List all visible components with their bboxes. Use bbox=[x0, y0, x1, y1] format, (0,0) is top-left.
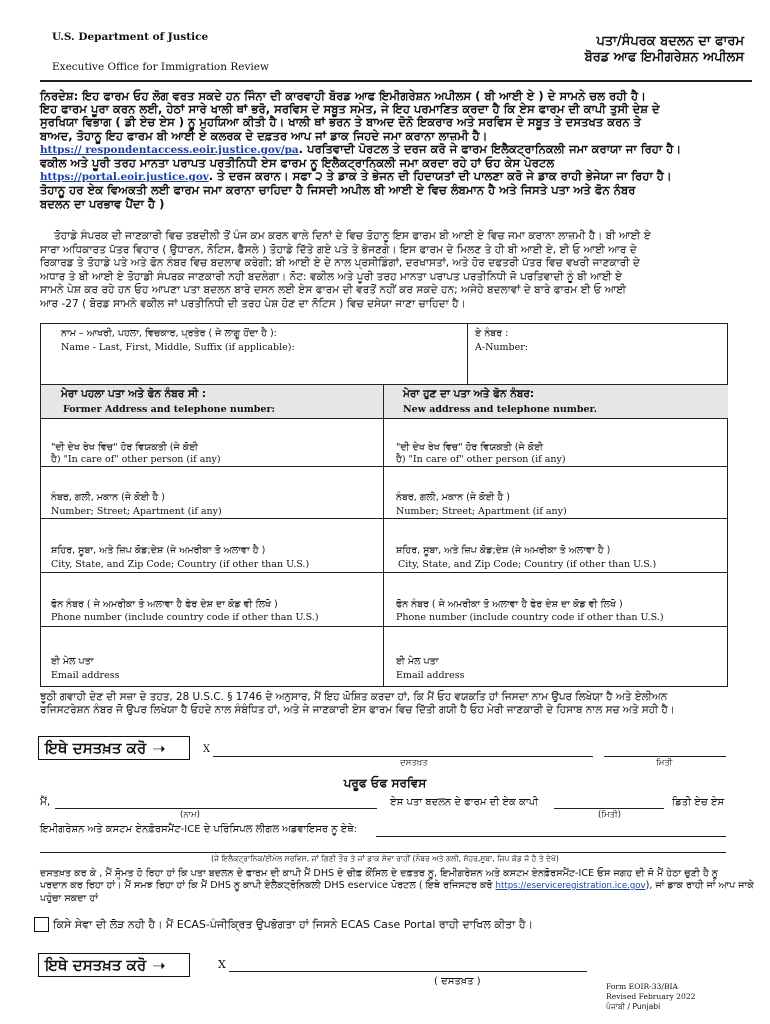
instructions-line: ਬਦਲਨ ਦਾ ਪਰਭਾਵ ਪੈਂਦਾ ਹੈ ) bbox=[40, 196, 165, 211]
instructions-line: ਵਕੀਲ ਅਤੇ ਪੂਰੀ ਤਰਹ ਮਾਨਤਾ ਪਰਾਪਤ ਪਰਤੀਨਿਧੀ ਏਸ ਫਾਰਮ ਨੂ ਇਲੈਕਟ੍ਰਾਨਿਕਲੀ ਜਮਾ ਕਰਦਾ ਰਹੇ ਹਾਂ ਓਹ ਕੇਸ ਪੋਰਟਲ bbox=[40, 156, 555, 171]
phone-new-label-en: Phone number (include country code if other than U.S.) bbox=[396, 612, 664, 623]
email-former-label-pa: ਈ ਮੇਲ ਪਤਾ bbox=[51, 656, 94, 667]
eservice-registration-link[interactable]: https://eserviceregistration.ice.gov bbox=[495, 880, 646, 891]
form-title-line2: ਬੋਰਡ ਆਫ ਇਮੀਗਰੇਸ਼ਨ ਅਪੀਲਸ bbox=[584, 50, 744, 65]
sign-here-button-service[interactable]: ਇਥੇ ਦਸਤਖ਼ਤ ਕਰੋ ➝ bbox=[38, 953, 190, 977]
instructions-line: https:// respondentaccess.eoir.justice.gov/pa. ਪਰਤਿਵਾਦੀ ਪੋਰਟਲ ਤੇ ਦਰਜ ਕਰੋ ਜੇ ਫਾਰਮ ਇਲੈਕਟ੍ਰਾਨਿਕਲੀ ਜਮਾ ਕਰਾਯਾ ਜਾ ਰਿਹਾ ਹੈ। bbox=[40, 141, 682, 156]
careof-new-label-pa: "ਦੀ ਦੇਖ ਰੇਖ ਵਿਚ" ਹੋਰ ਵਿਯਕਤੀ (ਜੇ ਕੋਈ bbox=[396, 442, 543, 453]
form-title-line1: ਪਤਾ/ਸੰਪਰਕ ਬਦਲਨ ਦਾ ਫਾਰਮ bbox=[596, 34, 744, 49]
ice-address-note: (ਜੇ ਇਲੈਕਟ੍ਰਾਨਿਕ/ਈਮੇਲ ਸਰਵਿਸ, ਜਾਂ ਗਿਣੀ ਤੌਰ ਤੇ ਜਾਂ ਡਾਕ ਸੇਵਾ ਰਾਹੀਂ (ਨੰਬਰ ਅਤੇ ਗਲੀ, ਸ਼ੋਹਰ,ਸੂਬਾ, ਜ਼ਿਪ ਕੋਡ ਜੋ ਹੈ ਤੇ ਦੇਖੋ) bbox=[211, 854, 559, 863]
form-footer bbox=[606, 982, 696, 1012]
service-signature-label: ( ਦਸਤਖ਼ਤ ) bbox=[434, 976, 481, 987]
street-new-label-pa: ਨੰਬਰ, ਗਲੀ, ਮਕਾਨ (ਜੇ ਕੋਈ ਹੈ ) bbox=[396, 492, 510, 503]
name-caption: (ਨਾਮ) bbox=[180, 810, 200, 820]
email-new-label-en: Email address bbox=[396, 670, 465, 681]
anumber-label-pa: ਏ ਨੰਬਰ : bbox=[475, 328, 509, 339]
signature-input[interactable] bbox=[213, 744, 593, 756]
arrow-right-icon: ➝ bbox=[152, 955, 166, 975]
signature-x: X bbox=[203, 744, 211, 755]
date-label: ਮਿਤੀ bbox=[656, 758, 673, 768]
anumber-input[interactable] bbox=[475, 356, 721, 382]
name-label-pa: ਨਾਮ – ਆਖਰੀ, ਪਹਲਾ, ਵਿਚਕਾਰ, ਪ੍ਰਤੇਰ ( ਜੇ ਲਾਗੂ ਹੋਂਦਾ ਹੈ ): bbox=[61, 328, 277, 339]
instructions-line: ਸੁਰਖਿਯਾ ਵਿਭਾਗ ( ਡੀ ਏਚ ਏਸ ) ਨੂ ਮੁਹਯਿਆ ਕੀਤੀ ਹੈ। ਖਾਲੀ ਥਾਂ ਭਰਨ ਤੇ ਬਾਅਦ ਦੋਨੋ ਇਕਰਾਰ ਅਤੇ ਸਰਵਿਸ ਦੇ ਸਬੂਤ ਤੇ ਦਸਤਖਤ ਕਰਨ ਤੇ bbox=[40, 115, 642, 130]
city-new-label-en: City, State, and Zip Code; Country (if other than U.S.) bbox=[398, 559, 657, 570]
notice-line: ਸਾਰਾ ਅਧਿਕਾਰਤ ਪੱਤਰ ਵਿਹਾਰ ( ਉਧਾਰਨ, ਨੋਟਿਸ, ਫੈਸਲੇ ) ਤੋਹਾਡੇ ਦਿੱਤੇ ਗਏ ਪਤੇ ਤੇ ਭੇਜਣਗੇ। ਇਸ ਫਾਰਮ ਦੇ ਮਿਲਣ ਤੇ ਹੀ ਬੀ ਆਈ ਏ, ਈ ਓ ਆਈ ਆਰ ਦੇ bbox=[40, 243, 637, 256]
revision-date: Revised February 2022 bbox=[606, 992, 696, 1001]
respondent-portal-link[interactable]: https:// respondentaccess.eoir.justice.gov/pa bbox=[40, 143, 299, 156]
form-number: Form EOIR-33/BIA bbox=[606, 982, 679, 991]
city-former-label-en: City, State, and Zip Code; Country (if other than U.S.) bbox=[51, 559, 310, 570]
proof-of-service-title: ਪਰੂਫ ਓਫ ਸਰਵਿਸ bbox=[343, 776, 427, 790]
date-caption: (ਮਿਤੀ) bbox=[598, 810, 621, 820]
anumber-label-en: A-Number: bbox=[475, 342, 528, 353]
notice-line: ਆਰ -27 ( ਬੋਰਡ ਸਾਮਨੇ ਵਕੀਲ ਜਾਂ ਪਰਤੀਨਿਧੀ ਦੀ ਤਰਹ ਪੇਸ਼ ਹੋਣ ਦਾ ਨੋਟਿਸ ) ਵਿਚ ਦਸੇਯਾ ਜਾਣਾ ਚਾਹਿਦਾ ਹੈ। bbox=[40, 297, 466, 310]
ice-address-input-line2[interactable] bbox=[40, 840, 726, 852]
language-label: ਪੰਜਾਬੀ / Punjabi bbox=[606, 1002, 661, 1011]
name-label-en: Name - Last, First, Middle, Suffix (if applicable): bbox=[61, 342, 295, 353]
instructions-line: ਇਹ ਫਾਰਮ ਪੂਰਾ ਕਰਨ ਲਈ, ਹੇਠਾਂ ਸਾਰੇ ਖਾਲੀ ਥਾਂ ਭਰੋ, ਸਰਵਿਸ ਦੇ ਸਬੂਤ ਸਮੇਤ, ਜੇ ਇਹ ਪਰਮਾਣਿਤ ਕਰਦਾ ਹੈ ਕਿ ਏਸ ਫਾਰਮ ਦੀ ਕਾਪੀ ਤੁਸੀ ਦੇਸ਼ ਦੇ bbox=[40, 102, 660, 117]
new-address-label-pa: ਮੇਰਾ ਹੁਣ ਦਾ ਪਤਾ ਅਤੇ ਫੋਨ ਨੰਬਰ: bbox=[403, 388, 535, 400]
service-dhs-text: ਡਿਤੀ ਏਚ ਏਸ bbox=[672, 797, 725, 808]
phone-former-label-en: Phone number (include country code if other than U.S.) bbox=[51, 612, 319, 623]
signature-date-input[interactable] bbox=[604, 744, 726, 756]
instructions-line: ਬਾਅਦ, ਤੋਹਾਨੂ ਇਹ ਫਾਰਮ ਬੀ ਆਈ ਏ ਕਲਰਕ ਦੇ ਦਫ਼ਤਰ ਆਪ ਜਾਂ ਡਾਕ ਜਿਹਦੇ ਜਮਾ ਕਰਾਨਾ ਲਾਜ਼ਮੀ ਹੈ। bbox=[40, 128, 488, 143]
service-copy-text: ਏਸ ਪਤਾ ਬਦਲਨ ਦੇ ਫਾਰਮ ਦੀ ਏਕ ਕਾਪੀ bbox=[390, 797, 539, 808]
notice-block bbox=[40, 230, 755, 311]
street-former-label-en: Number; Street; Apartment (if any) bbox=[51, 506, 222, 517]
consent-line: ਦਸਤਖ਼ਤ ਕਰ ਕੇ , ਮੈਂ ਸੋਹ੍ਮਤ ਹੋ ਰਿਹਾ ਹਾਂ ਕਿ ਪਤਾ ਬਦਲਨ ਦੇ ਫਾਰਮ ਦੀ ਕਾਪੀ ਮੈਂ DHS ਦੇ ਚੀਫ਼ ਕੌਂਸਿਲ ਦੇ ਦਫ਼ਤਰ ਨੂ, ਇਮੀਗਰੇਸ਼ਨ ਅਤੇ ਕਸਟਮ ਏਨਫ਼ੋਰਸਮੈਂਟ-ICE ਓਸ ਜਗਹ ਦੀ ਜੋ ਮੈਂ ਹੇਠਾ ਚੁਣੀ ਹੈ ਨੂ bbox=[40, 868, 718, 879]
notice-line: ਅਧਾਰ ਤੇ ਬੀ ਆਈ ਏ ਤੋਹਾਡੀ ਸੰਪਰਕ ਜਾਣਕਾਰੀ ਨਹੀ ਬਦਲੇਗਾ। ਨੋਟ: ਵਕੀਲ ਅਤੇ ਪੂਰੀ ਤਰਹ ਮਾਨਤਾ ਪਰਾਪਤ ਪਰਤੀਨਿਧੀ ਜੋ ਪਰਤਿਵਾਦੀ ਨੂੰ ਬੀ ਆਈ ਏ bbox=[40, 270, 623, 283]
careof-former-label-en: ਹੈ) "In care of" other person (if any) bbox=[51, 454, 221, 465]
email-new-label-pa: ਈ ਮੇਲ ਪਤਾ bbox=[396, 656, 439, 667]
server-name-input[interactable] bbox=[55, 796, 377, 808]
service-consent-block bbox=[40, 868, 760, 904]
service-date-input[interactable] bbox=[554, 796, 664, 808]
sign-here-button[interactable]: ਇਥੇ ਦਸਤਖ਼ਤ ਕਰੋ ➝ bbox=[38, 736, 190, 760]
header-divider bbox=[40, 80, 752, 82]
address-form-grid bbox=[40, 323, 728, 687]
perjury-line: ਝੂਠੀ ਗਵਾਹੀ ਦੇਣ ਦੀ ਸਜ਼ਾ ਦੇ ਤਹਤ, 28 U.S.C. § 1746 ਦੇ ਅਨੁਸਾਰ, ਮੈਂ ਇਹ ਘੋਸ਼ਿਤ ਕਰਦਾ ਹਾਂ, ਕਿ ਮੈਂ ਓਹ ਵਯਕਤਿ ਹਾਂ ਜਿਸਦਾ ਨਾਮ ਉਪਰ ਲਿਖੇਯਾ ਹੈ ਅਤੇ ਏਲੀਅਨ bbox=[40, 691, 668, 703]
former-address-label-en: Former Address and telephone number: bbox=[63, 404, 275, 415]
careof-former-label-pa: "ਦੀ ਦੇਖ ਰੇਖ ਵਿਚ" ਹੋਰ ਵਿਯਕਤੀ (ਜੇ ਕੋਈ bbox=[51, 442, 198, 453]
case-portal-link[interactable]: https://portal.eoir.justice.gov bbox=[40, 171, 209, 184]
perjury-declaration bbox=[40, 691, 755, 717]
notice-line: ਸਾਮਨੇ ਪੇਸ਼ ਕਰ ਰਹੇ ਹਨ ਓਹ ਆਪਣਾ ਪਤਾ ਬਦਲਨ ਬਾਰੇ ਦਸਨ ਲਈ ਏਸ ਫਾਰਮ ਦੀ ਵਰਤੋਂ ਨਹੀਂ ਕਰ ਸਕਦੇ ਹਨ; ਅਜੇਹੇ ਬਦਲਾਵਾਂ ਦੇ ਬਾਰੇ ਫਾਰਮ ਈ ਓ ਆਈ bbox=[40, 284, 627, 296]
instructions-block bbox=[40, 90, 755, 211]
service-i-label: ਮੈਂ, bbox=[40, 796, 51, 808]
street-former-label-pa: ਨੰਬਰ, ਗਲੀ, ਮਕਾਨ (ਜੇ ਕੋਈ ਹੈ ) bbox=[51, 492, 165, 503]
instructions-line: https://portal.eoir.justice.gov. ਤੇ ਦਰਜ ਕਰਾਨ। ਸਫਾ ੨ ਤੇ ਡਾਕ ਤੇ ਭੇਜਨ ਦੀ ਹਿਦਾਯਤਾਂ ਦੀ ਪਾਲਣਾ ਕਰੋ ਜੇ ਡਾਕ ਰਾਹੀ ਭੇਜੇਯਾ ਜਾ ਰਿਹਾ ਹੈ। bbox=[40, 169, 672, 184]
ice-address-input[interactable] bbox=[376, 824, 726, 836]
city-former-label-pa: ਸ਼ਹਿਰ, ਸੂਬਾ, ਅਤੇ ਜ਼ਿਪ ਕੋਡ;ਦੇਸ਼ (ਜੇ ਅਮਰੀਕਾ ਤੋ ਅਲਾਵਾ ਹੈ ) bbox=[51, 545, 266, 556]
phone-former-label-pa: ਫੋਨ ਨੰਬਰ ( ਜੇ ਅਮਰੀਕਾ ਤੋ ਅਲਾਵਾ ਹੈ ਫੇਰ ਦੇਸ਼ ਦਾ ਕੋਡ ਵੀ ਲਿਖੋ ) bbox=[51, 599, 278, 610]
office-name: Executive Office for Immigration Review bbox=[52, 61, 269, 73]
notice-line: ਰਿਕਾਰਡ ਤੇ ਤੋਹਾਡੇ ਪਤੇ ਅਤੇ ਫੋਨ ਨੰਬਰ ਵਿਚ ਬਦਲਾਵ ਕਰੇਗੀ; ਬੀ ਆਈ ਏ ਦੇ ਨਾਲ ਪ੍ਰਸੀਡਿੰਗਾਂ, ਦਰਖਾਸਤਾਂ, ਅਤੇ ਹੋਰ ਦਫਤਰੀ ਪੱਤਰ ਵਿਚ ਵਖਰੀ ਜਾਣਕਾਰੀ ਦੇ bbox=[40, 257, 640, 269]
email-former-label-en: Email address bbox=[51, 670, 120, 681]
instructions-line: ਨਿਰਦੇਸ਼: ਇਹ ਫਾਰਮ ਓਹ ਲੋਗ ਵਰਤ ਸਕਦੇ ਹਨ ਜਿੰਨਾ ਦੀ ਕਾਰਵਾਹੀ ਬੋਰਡ ਆਫ ਇਮੀਗਰੇਸ਼ਨ ਅਪੀਲਸ ( ਬੀ ਆਈ ਏ ) ਦੇ ਸਾਮਨੇ ਚਲ ਰਹੀ ਹੈ। bbox=[40, 89, 646, 103]
street-new-label-en: Number; Street; Apartment (if any) bbox=[396, 506, 567, 517]
name-input[interactable] bbox=[61, 356, 461, 382]
ice-address-label: ਇਮੀਗਰੇਸ਼ਨ ਅਤੇ ਕਸਟਮ ਏਨਫ਼ੋਰਸਮੈਂਟ-ICE ਦੇ ਪਰਿੰਸਿਪਲ ਲੀਗਲ ਅਡਵਾਇਸਰ ਨੂ ਏਥੇ: bbox=[40, 824, 358, 835]
department-name: U.S. Department of Justice bbox=[52, 31, 209, 43]
service-signature-x: X bbox=[218, 958, 226, 971]
perjury-line: ਰਜਿਸਟਰੇਸ਼ਨ ਨੰਬਰ ਜੋ ਉਪਰ ਲਿਖੇਯਾ ਹੈ ਓਹਦੇ ਨਾਲ ਸੰਬੰਧਿਤ ਹਾਂ, ਅਤੇ ਜੇ ਜਾਣਕਾਰੀ ਏਸ ਫਾਰਮ ਵਿਚ ਦਿੱਤੀ ਗਯੀ ਹੈ ਓਹ ਮੇਰੀ ਜਾਣਕਾਰੀ ਦੇ ਹਿਸਾਬ ਨਾਲ ਸਚ ਅਤੇ ਸਹੀ ਹੈ। bbox=[40, 704, 675, 716]
instructions-line: ਤੋਹਾਨੂ ਹਰ ਏਕ ਵਿਅਕਤੀ ਲਈ ਫਾਰਮ ਜਮਾ ਕਰਾਨਾ ਚਾਹਿਦਾ ਹੈ ਜਿਸਦੀ ਅਪੀਲ ਬੀ ਆਈ ਏ ਵਿਚ ਲੰਬਮਾਨ ਹੈ ਅਤੇ ਜਿਸਤੇ ਪਤਾ ਅਤੇ ਫੋਨ ਨੰਬਰ bbox=[40, 183, 636, 198]
service-signature-input[interactable] bbox=[229, 958, 587, 971]
former-address-label-pa: ਮੇਰਾ ਪਹਲਾ ਪਤਾ ਅਤੇ ਫੋਨ ਨੰਬਰ ਸੀ : bbox=[61, 388, 206, 400]
ecas-checkbox-label: ਕਿਸੇ ਸੇਵਾ ਦੀ ਲੋੜ ਨਹੀ ਹੈ। ਮੈਂ ECAS-ਪੰਜੀਕ੍ਰਿਤ ਉਪਭੋਗਤਾ ਹਾਂ ਜਿਸਨੇ ECAS Case Portal ਰਾਹੀ ਦਾਖਿਲ ਕੀਤਾ ਹੈ। bbox=[53, 918, 533, 931]
careof-new-label-en: ਹੈ) "In care of" other person (if any) bbox=[396, 454, 566, 465]
notice-line: ਤੋਹਾਡੇ ਸੰਪਰਕ ਦੀ ਜਾਣਕਾਰੀ ਵਿਚ ਤਬਦੀਲੀ ਤੋਂ ਪੰਜ ਕਮ ਕਰਨ ਵਾਲੇ ਦਿਨਾਂ ਦੇ ਵਿਚ ਤੋਹਾਨੂ ਇਸ ਫਾਰਮ ਬੀ ਆਈ ਏ ਵਿਚ ਜਮਾ ਕਰਾਨਾ ਲਾਜ਼ਮੀ ਹੈ। ਬੀ ਆਈ ਏ bbox=[54, 230, 651, 242]
consent-line: ਪਰਦਾਨ ਕਰ ਰਿਹਾ ਹਾਂ। ਮੈਂ ਸਮਝ ਰਿਹਾ ਹਾਂ ਕਿ ਮੈਂ DHS ਨੂ ਕਾਪੀ ਏਲੈਕਟ੍ਰੋਨਿਕਲੀ DHS eservice ਪੋਰਟਲ ( ਇਥੇ ਰਜਿਸਟਰ ਕਰੋ https://eserviceregistration.ice.gov), ਜਾਂ ਡਾਕ ਰਾਹੀ ਜਾਂ ਆਪ ਜਾਕੇ bbox=[40, 879, 754, 891]
phone-new-label-pa: ਫੋਨ ਨੰਬਰ ( ਜੇ ਅਮਰੀਕਾ ਤੋ ਅਲਾਵਾ ਹੈ ਫੇਰ ਦੇਸ਼ ਦਾ ਕੋਡ ਵੀ ਲਿਖੋ ) bbox=[396, 599, 623, 610]
city-new-label-pa: ਸ਼ਹਿਰ, ਸੂਬਾ, ਅਤੇ ਜ਼ਿਪ ਕੋਡ;ਦੇਸ਼ (ਜੇ ਅਮਰੀਕਾ ਤੋ ਅਲਾਵਾ ਹੈ ) bbox=[396, 545, 611, 556]
signature-label: ਦਸਤਖ਼ਤ bbox=[400, 758, 428, 768]
ecas-checkbox[interactable] bbox=[34, 917, 49, 932]
arrow-right-icon: ➝ bbox=[152, 738, 166, 758]
new-address-label-en: New address and telephone number. bbox=[403, 404, 597, 415]
consent-line: ਪਹੁੰਚਾ ਸਕਦਾ ਹਾਂ bbox=[40, 892, 99, 904]
